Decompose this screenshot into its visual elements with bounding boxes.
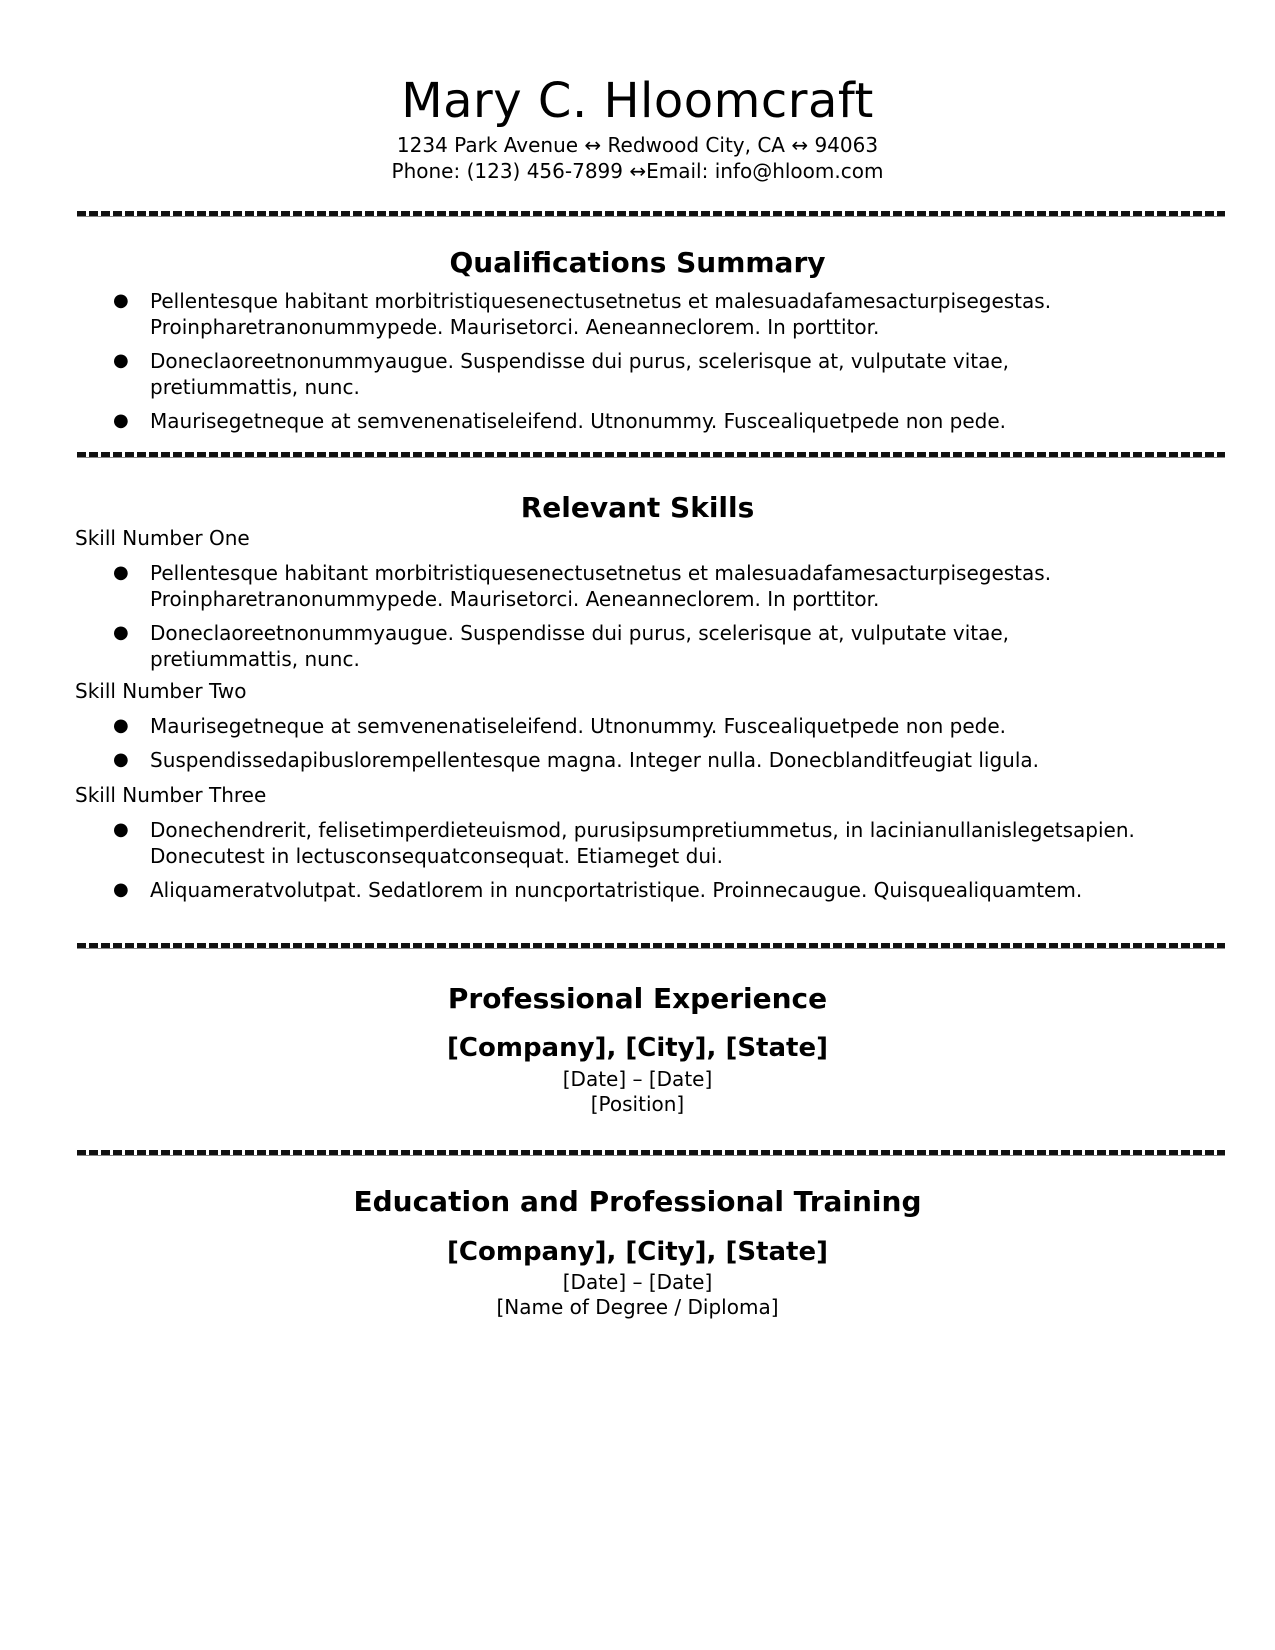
bullet-icon: ● (113, 879, 129, 900)
bullet-icon: ● (113, 290, 129, 311)
experience-title: Professional Experience (447, 982, 828, 1015)
list-item: ● Doneclaoreetnonummyaugue. Suspendisse dui purus, scelerisque at, vulputate vitae, pretiummattis, nunc. (113, 349, 1010, 399)
bullet-icon: ● (113, 749, 129, 770)
section-divider (77, 1150, 1225, 1156)
education-title: Education and Professional Training (353, 1185, 922, 1218)
skill-heading: Skill Number Three (75, 783, 267, 807)
list-item: ● Suspendissedapibuslorempellentesque magna. Integer nulla. Donecblanditfeugiat ligula. (113, 748, 1040, 772)
bullet-icon: ● (113, 350, 129, 371)
bullet-icon: ● (113, 622, 129, 643)
qualifications-title: Qualifications Summary (449, 246, 826, 279)
skill-heading: Skill Number One (75, 526, 250, 550)
experience-company: [Company], [City], [State] (447, 1033, 828, 1063)
list-item: ● Pellentesque habitant morbitristiquesenectusetnetus et malesuadafamesacturpisegestas. Proinpharetranonummypede. Maurisetorci. Aeneanneclorem. In porttitor. (113, 561, 1052, 611)
section-divider (77, 452, 1225, 458)
contact-line: Phone: (123) 456-7899 ↔Email: info@hloom.com (391, 159, 884, 183)
skill-two-list (113, 713, 1213, 773)
skills-title: Relevant Skills (520, 491, 755, 524)
section-divider (77, 943, 1225, 949)
list-item: ● Maurisegetneque at semvenenatiseleifend. Utnonummy. Fuscealiquetpede non pede. (113, 714, 1006, 738)
skill-heading: Skill Number Two (75, 679, 247, 703)
qualifications-list (113, 288, 1213, 434)
bullet-icon: ● (113, 562, 129, 583)
list-item: ● Doneclaoreetnonummyaugue. Suspendisse dui purus, scelerisque at, vulputate vitae, pretiummattis, nunc. (113, 621, 1010, 671)
experience-position: [Position] (590, 1092, 685, 1116)
section-divider (77, 211, 1225, 217)
education-company: [Company], [City], [State] (447, 1237, 828, 1267)
list-item: ● Donechendrerit, felisetimperdieteuismod, purusipsumpretiummetus, in lacinianullanislegetsapien. Donecutest in lectusconsequatconsequat. Etiameget dui. (113, 818, 1135, 868)
education-dates: [Date] – [Date] (562, 1270, 713, 1294)
list-item: ● Pellentesque habitant morbitristiquesenectusetnetus et malesuadafamesacturpisegestas. Proinpharetranonummypede. Maurisetorci. Aeneanneclorem. In porttitor. (113, 289, 1052, 339)
address-line: 1234 Park Avenue ↔ Redwood City, CA ↔ 94063 (396, 133, 879, 157)
list-item: ● Aliquameratvolutpat. Sedatlorem in nuncportatristique. Proinnecaugue. Quisquealiquamtem. (113, 878, 1083, 902)
candidate-name: Mary C. Hloomcraft (401, 73, 874, 129)
bullet-icon: ● (113, 410, 129, 431)
experience-dates: [Date] – [Date] (562, 1067, 713, 1091)
education-degree: [Name of Degree / Diploma] (496, 1295, 779, 1319)
skill-one-list (113, 560, 1213, 672)
bullet-icon: ● (113, 819, 129, 840)
list-item: ● Maurisegetneque at semvenenatiseleifend. Utnonummy. Fuscealiquetpede non pede. (113, 409, 1006, 433)
bullet-icon: ● (113, 715, 129, 736)
skill-three-list (113, 817, 1213, 903)
